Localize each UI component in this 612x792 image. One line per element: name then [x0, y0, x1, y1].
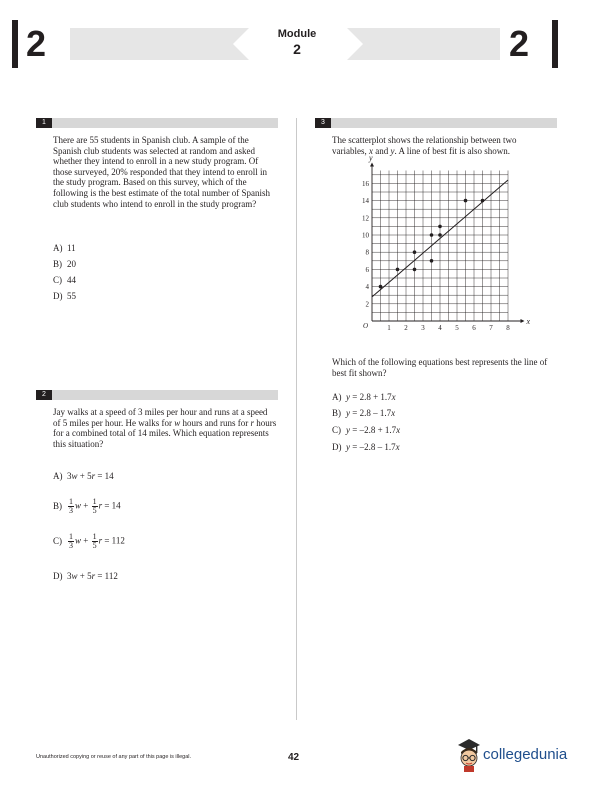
x-tick-label: 5	[455, 324, 459, 332]
stem-text: Jay walks at a speed of 3 miles per hour and runs at a speed of 5 miles per hour. He walks for	[53, 407, 268, 428]
y-axis-label: y	[369, 153, 373, 163]
choice-text: 44	[67, 275, 76, 285]
choice-letter: D)	[53, 571, 63, 581]
module-number: 2	[293, 41, 301, 57]
coefficient: + 5	[77, 571, 92, 581]
data-point	[438, 233, 442, 237]
x-tick-label: 2	[404, 324, 408, 332]
q2-choice-a[interactable]	[53, 471, 114, 482]
x-tick-label: 8	[506, 324, 510, 332]
equation-text: = –2.8 – 1.7	[350, 442, 396, 452]
variable-x: x	[396, 425, 401, 435]
scatterplot	[332, 153, 532, 344]
equation-text: = 2.8 – 1.7	[350, 408, 392, 418]
choice-letter: B)	[53, 259, 62, 269]
q3-choice-d[interactable]	[332, 442, 400, 453]
graduate-mascot-icon	[456, 738, 482, 772]
question-2-number: 2	[36, 390, 52, 400]
q1-choice-a[interactable]	[53, 243, 76, 254]
variable-y: y	[346, 442, 350, 452]
plus-sign: +	[81, 500, 91, 511]
x-tick-label: 1	[387, 324, 391, 332]
data-point	[413, 268, 417, 272]
plot-tick-labels	[362, 180, 510, 332]
variable-x: x	[395, 442, 400, 452]
x-tick-label: 7	[489, 324, 493, 332]
page-number: 42	[288, 752, 300, 763]
variable-w: w	[174, 417, 181, 428]
choice-text: 11	[67, 243, 76, 253]
question-1-header	[36, 118, 278, 128]
y-tick-label: 2	[365, 300, 369, 309]
q1-choice-b[interactable]	[53, 259, 76, 270]
choice-letter: D)	[332, 442, 342, 452]
choice-letter: B)	[53, 500, 62, 511]
choice-letter: C)	[332, 425, 341, 435]
q2-choice-b[interactable]	[53, 498, 121, 515]
stem-text: hours and runs for	[180, 417, 251, 428]
q3-choice-c[interactable]	[332, 425, 400, 436]
fraction-one-fifth: $\frac{1}{5}$	[92, 497, 97, 515]
x-tick-label: 6	[472, 324, 476, 332]
left-module-number: 2	[26, 23, 47, 64]
x-axis-label: x	[526, 317, 531, 326]
choice-letter: B)	[332, 408, 341, 418]
y-tick-label: 10	[362, 231, 369, 240]
choice-letter: D)	[53, 291, 63, 301]
x-tick-label: 4	[438, 324, 442, 332]
module-label: Module	[277, 28, 317, 40]
data-point	[464, 199, 468, 203]
fraction-one-third: $\frac{1}{3}$	[69, 532, 73, 550]
variable-r: r	[98, 500, 103, 511]
equals-value: = 14	[102, 500, 121, 511]
q2-choice-c[interactable]	[53, 533, 125, 550]
collegedunia-logo[interactable]	[456, 738, 586, 772]
coefficient: 3	[67, 471, 72, 481]
question-1-stem: There are 55 students in Spanish club. A sample of the Spanish club students was selected at random and asked whether they intend to enroll in a new study program. Of those surveyed, 20% responded that they intend to enroll in the study program. Based on this survey, which of the following is the best estimate of the total number of Spanish club students who intend to enroll in the study program?	[53, 135, 270, 209]
stem-text: The scatterplot shows the relationship between two variables,	[332, 135, 517, 156]
question-2-stem	[53, 407, 277, 449]
coefficient: + 5	[77, 471, 92, 481]
q3-choice-a[interactable]	[332, 392, 396, 403]
equation-text: = –2.8 + 1.7	[350, 425, 397, 435]
question-3-stem	[332, 135, 544, 156]
coefficient: 3	[67, 571, 72, 581]
stem-text: hours for a combined total of 14 miles. Which equation represents this situation?	[53, 417, 277, 449]
choice-text: 55	[67, 291, 76, 301]
stem-text: . A line of best fit is also shown.	[394, 145, 510, 156]
q3-choice-b[interactable]	[332, 408, 395, 419]
q2-choice-d[interactable]	[53, 571, 118, 582]
question-1-number: 1	[36, 118, 52, 128]
data-point	[379, 285, 383, 289]
y-axis-arrow	[370, 163, 374, 167]
choice-text: 20	[67, 259, 76, 269]
question-3-prompt: Which of the following equations best represents the line of best fit shown?	[332, 357, 548, 378]
choice-letter: A)	[53, 243, 63, 253]
equals-value: = 112	[95, 571, 118, 581]
variable-r: r	[250, 417, 255, 428]
right-header-bar	[552, 20, 558, 68]
data-point	[396, 268, 400, 272]
origin-label: O	[363, 322, 369, 330]
variable-r: r	[98, 535, 103, 546]
y-tick-label: 4	[365, 283, 369, 292]
data-point	[413, 250, 417, 254]
variable-y: y	[346, 408, 350, 418]
logo-wordmark: collegedunia	[483, 746, 568, 763]
fraction-one-third: $\frac{1}{3}$	[69, 497, 73, 515]
plot-grid	[372, 171, 508, 322]
left-header-bar	[12, 20, 18, 68]
copyright-notice: Unauthorized copying or reuse of any part of this page is illegal.	[36, 754, 192, 760]
variable-x: x	[391, 392, 396, 402]
data-point	[430, 259, 434, 263]
data-point	[438, 225, 442, 229]
variable-r: r	[91, 471, 96, 481]
question-3-header	[315, 118, 557, 128]
variable-y: y	[346, 425, 350, 435]
y-tick-label: 8	[365, 248, 369, 257]
equation-text: = 2.8 + 1.7	[350, 392, 392, 402]
variable-y: y	[390, 145, 395, 156]
variable-r: r	[91, 571, 96, 581]
fraction-one-fifth: $\frac{1}{5}$	[92, 532, 97, 550]
question-3-number: 3	[315, 118, 331, 128]
equals-value: = 14	[95, 471, 114, 481]
module-title	[265, 28, 329, 57]
variable-w: w	[71, 571, 78, 581]
q1-choice-c[interactable]	[53, 275, 76, 286]
choice-letter: A)	[332, 392, 342, 402]
variable-y: y	[346, 392, 350, 402]
equals-value: = 112	[102, 535, 125, 546]
x-axis-arrow	[521, 319, 525, 323]
y-tick-label: 6	[365, 265, 369, 274]
question-2-header	[36, 390, 278, 400]
choice-letter: A)	[53, 471, 63, 481]
data-point	[481, 199, 485, 203]
choice-letter: C)	[53, 535, 62, 546]
module-header	[12, 20, 558, 68]
y-tick-label: 14	[362, 197, 369, 206]
choice-letter: C)	[53, 275, 62, 285]
y-tick-label: 12	[362, 214, 369, 223]
q1-choice-d[interactable]	[53, 291, 76, 302]
stem-text: and	[372, 145, 391, 156]
x-tick-label: 3	[421, 324, 425, 332]
plus-sign: +	[81, 535, 91, 546]
right-module-number: 2	[509, 23, 530, 64]
y-tick-label: 16	[362, 179, 369, 188]
variable-w: w	[75, 500, 82, 511]
column-divider	[296, 118, 297, 720]
variable-x: x	[391, 408, 396, 418]
variable-x: x	[368, 145, 373, 156]
variable-w: w	[71, 471, 78, 481]
plot-axes	[363, 154, 531, 331]
data-point	[430, 233, 434, 237]
variable-w: w	[75, 535, 82, 546]
